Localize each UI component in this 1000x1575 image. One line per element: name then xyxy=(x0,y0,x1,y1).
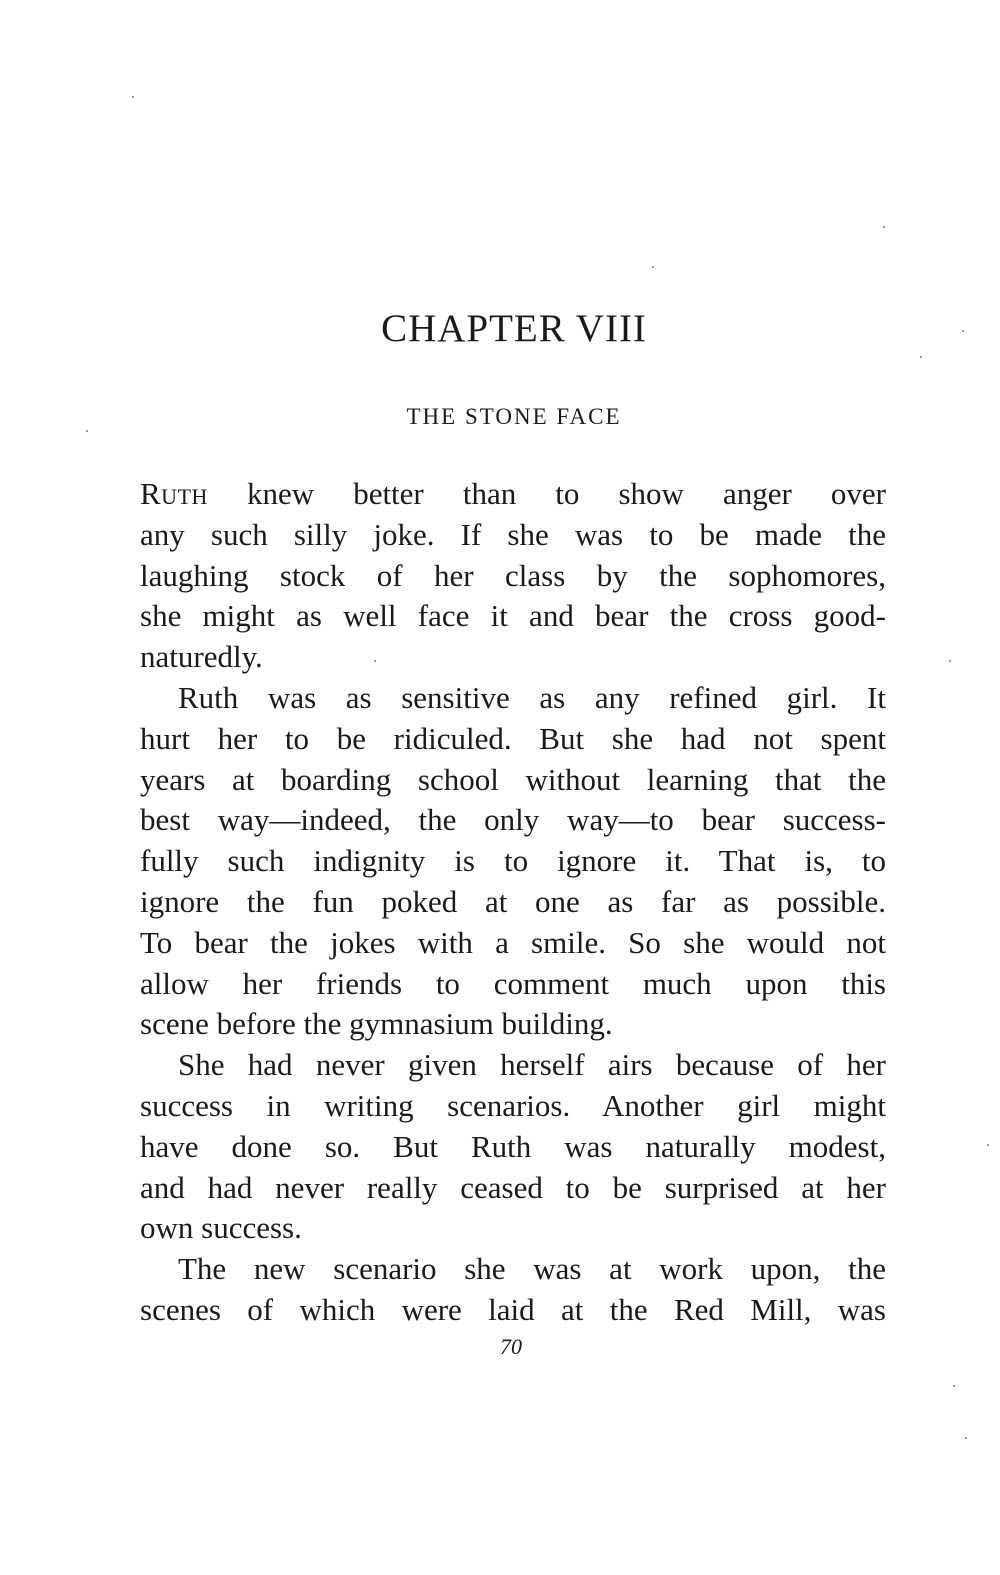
text-line: and had never really ceased to be surprised at her xyxy=(140,1169,886,1205)
text-line: The new scenario she was at work upon, the xyxy=(178,1251,886,1287)
scan-speck xyxy=(962,330,964,332)
page-number: 70 xyxy=(500,1334,522,1359)
scan-speck xyxy=(949,660,951,662)
scan-speck xyxy=(965,1437,967,1439)
scan-speck xyxy=(374,660,376,662)
text-line: best way—indeed, the only way—to bear success- xyxy=(140,802,886,838)
scan-speck xyxy=(920,356,922,358)
text-line: own success. xyxy=(140,1210,302,1246)
scan-speck xyxy=(953,1385,955,1387)
text-line: To bear the jokes with a smile. So she would not xyxy=(140,924,886,960)
scan-speck xyxy=(86,430,88,432)
lead-word: Ruth xyxy=(140,476,208,511)
text-line: naturedly. xyxy=(140,639,263,675)
text-line: she might as well face it and bear the cross good- xyxy=(140,598,886,634)
scan-speck xyxy=(883,226,885,228)
chapter-heading: CHAPTER VIII xyxy=(381,307,647,350)
scan-speck xyxy=(132,96,134,98)
text-line: years at boarding school without learning that the xyxy=(140,761,886,797)
text-line: scenes of which were laid at the Red Mill, was xyxy=(140,1291,886,1327)
chapter-title: THE STONE FACE xyxy=(406,404,622,429)
scan-speck xyxy=(652,266,654,268)
text-line: success in writing scenarios. Another girl might xyxy=(140,1087,886,1123)
text-line: any such silly joke. If she was to be made the xyxy=(140,516,886,552)
text-line: Ruth knew better than to show anger over xyxy=(140,476,886,511)
text-line: hurt her to be ridiculed. But she had not spent xyxy=(140,720,886,756)
scan-speck xyxy=(987,1144,989,1146)
text-line: She had never given herself airs because of her xyxy=(178,1047,886,1083)
text-line: ignore the fun poked at one as far as possible. xyxy=(140,883,886,919)
text-line: scene before the gymnasium building. xyxy=(140,1006,613,1042)
text-line: Ruth was as sensitive as any refined girl. It xyxy=(178,679,886,715)
text-line: laughing stock of her class by the sophomores, xyxy=(140,557,886,593)
text-line: fully such indignity is to ignore it. That is, to xyxy=(140,843,886,879)
body-text xyxy=(140,474,886,1331)
text-line: have done so. But Ruth was naturally modest, xyxy=(140,1128,886,1164)
text-line: allow her friends to comment much upon this xyxy=(140,965,886,1001)
